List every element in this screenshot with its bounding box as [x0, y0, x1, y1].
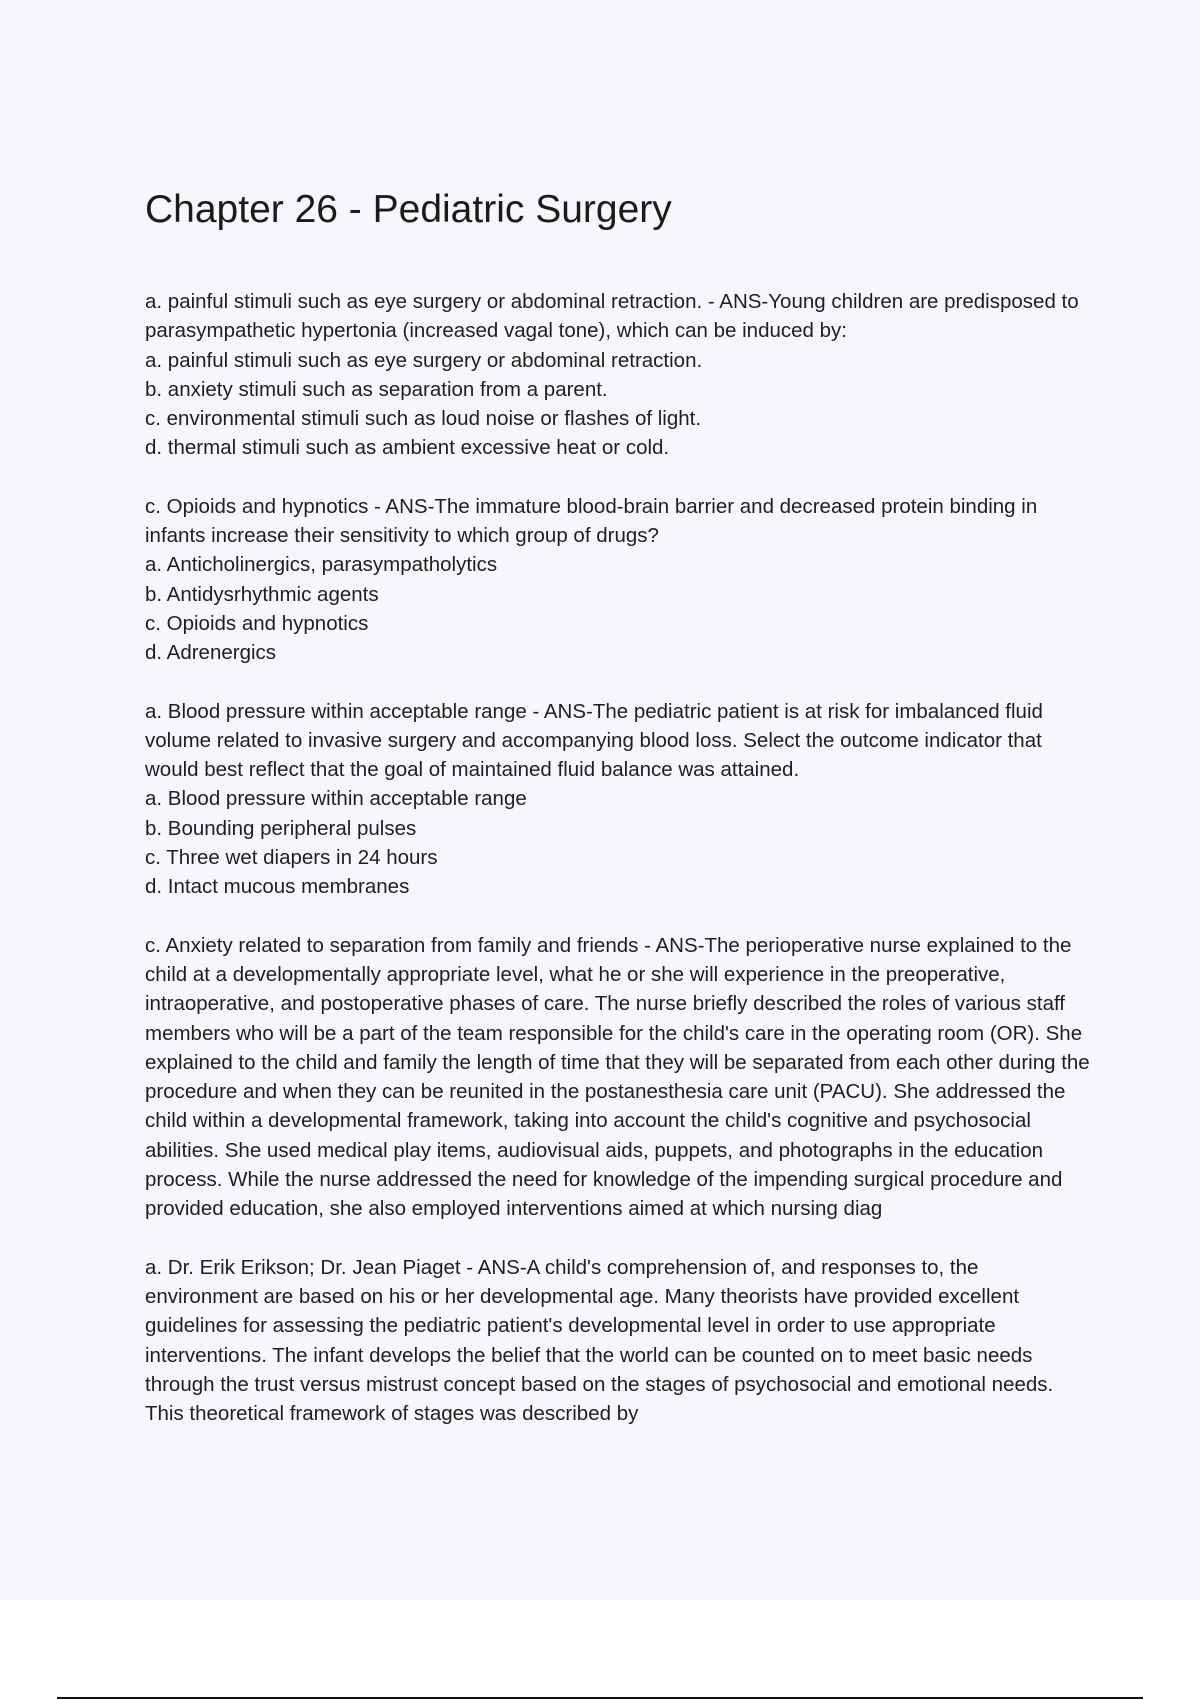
document-content [145, 183, 1095, 1457]
option-item: d. Adrenergics [145, 641, 277, 665]
option-item: d. Intact mucous membranes [145, 875, 410, 899]
option-item: a. painful stimuli such as eye surgery or abdominal retraction. [145, 348, 703, 372]
question-stem: a. Blood pressure within acceptable range - ANS-The pediatric patient is at risk for imbalanced fluid volume related to invasive surgery and accompanying blood loss. Select the outcome indicator that would best reflect that the goal of maintained fluid balance was attained. [145, 699, 1043, 782]
option-item: c. environmental stimuli such as loud noise or flashes of light. [145, 407, 702, 431]
option-item: a. Anticholinergics, parasympatholytics [145, 553, 498, 577]
question-block [145, 1253, 1095, 1429]
option-item: a. Blood pressure within acceptable range [145, 787, 527, 811]
option-item: c. Opioids and hypnotics [145, 611, 369, 635]
question-block [145, 492, 1095, 668]
question-stem: c. Anxiety related to separation from family and friends - ANS-The perioperative nurse explained to the child at a developmentally appropriate level, what he or she will experience in the preoperative, intraoperative, and postoperative phases of care. The nurse briefly described the roles of various staff members who will be a part of the team responsible for the child's care in the operating room (OR). She explained to the child and family the length of time that they will be separated from each other during the procedure and when they can be reunited in the postanesthesia care unit (PACU). She addressed the child within a developmental framework, taking into account the child's cognitive and psychosocial abilities. She used medical play items, audiovisual aids, puppets, and photographs in the education process. While the nurse addressed the need for knowledge of the impending surgical procedure and provided education, she also employed interventions aimed at which nursing diag [145, 933, 1090, 1221]
question-block [145, 931, 1095, 1224]
question-block [145, 697, 1095, 902]
question-stem: a. Dr. Erik Erikson; Dr. Jean Piaget - ANS-A child's comprehension of, and responses to, the environment are based on his or her developmental age. Many theorists have provided excellent guidelines for assessing the pediatric patient's developmental level in order to use appropriate interventions. The infant develops the belief that the world can be counted on to meet basic needs through the trust versus mistrust concept based on the stages of psychosocial and emotional needs. This theoretical framework of stages was described by [145, 1255, 1054, 1426]
option-list [145, 784, 1095, 901]
option-item: d. thermal stimuli such as ambient excessive heat or cold. [145, 436, 670, 460]
question-block [145, 287, 1095, 463]
page-divider [57, 1697, 1143, 1699]
question-stem: c. Opioids and hypnotics - ANS-The immature blood-brain barrier and decreased protein binding in infants increase their sensitivity to which group of drugs? [145, 494, 1038, 548]
option-list [145, 550, 1095, 667]
question-stem: a. painful stimuli such as eye surgery or abdominal retraction. - ANS-Young children are predisposed to parasympathetic hypertonia (increased vagal tone), which can be induced by: [145, 290, 1079, 343]
option-item: b. Antidysrhythmic agents [145, 582, 379, 606]
option-list [145, 346, 1095, 463]
option-item: c. Three wet diapers in 24 hours [145, 846, 438, 870]
option-item: b. Bounding peripheral pulses [145, 816, 417, 840]
page-title: Chapter 26 - Pediatric Surgery [145, 188, 672, 231]
option-item: b. anxiety stimuli such as separation from a parent. [145, 377, 608, 401]
